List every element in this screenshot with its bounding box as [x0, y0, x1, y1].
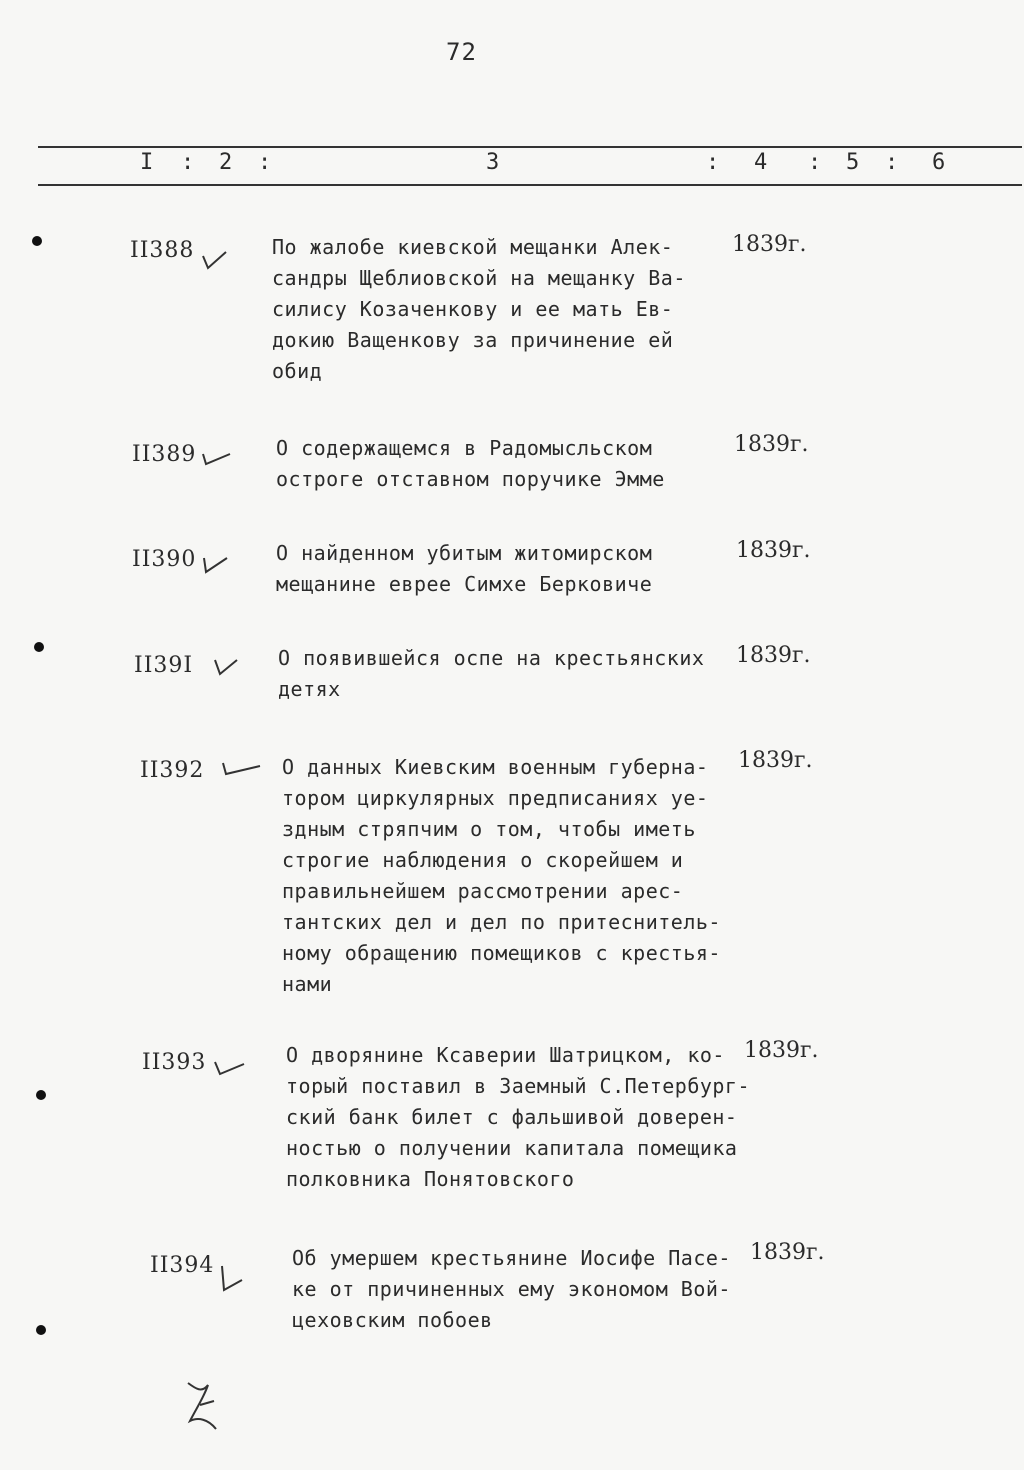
entry-year: 1839г.: [734, 432, 809, 457]
entry-year: 1839г.: [738, 748, 813, 773]
entry-description: О дворянине Ксаверии Шатрицком, ко- торый поставил в Заемный С.Петербург- ский банк билет с фальшивой доверен- ностью о получении капитала помещика полковника Понятовского: [286, 1043, 751, 1191]
page-number: 72: [446, 38, 477, 66]
entry-number: II390: [132, 547, 197, 572]
entry-description: О появившейся оспе на крестьянских детях: [278, 646, 705, 701]
table-header-top-rule: [38, 146, 1022, 148]
checkmark-icon: [200, 552, 230, 576]
entry-description: О найденном убитым житомирском мещанине еврее Симхе Берковиче: [276, 541, 653, 596]
checkmark-icon: [214, 1262, 244, 1296]
entry-number: II388: [130, 238, 195, 263]
table-header-bottom-rule: [38, 184, 1022, 186]
header-col-2: 2: [219, 150, 233, 175]
header-separator: :: [258, 150, 272, 175]
checkmark-icon: [200, 248, 230, 272]
handwritten-mark: [178, 1375, 228, 1435]
binding-hole: [36, 1090, 46, 1100]
entry-number: II39I: [134, 653, 194, 678]
header-col-4: 4: [754, 150, 768, 175]
checkmark-icon: [200, 448, 232, 468]
entry-number: II389: [132, 442, 197, 467]
entry-description: О содержащемся в Радомысльском остроге отставном поручике Эмме: [276, 436, 665, 491]
header-col-6: 6: [932, 150, 946, 175]
entry-year: 1839г.: [736, 538, 811, 563]
header-separator: :: [885, 150, 899, 175]
entry-year: 1839г.: [736, 643, 811, 668]
entry-year: 1839г.: [744, 1038, 819, 1063]
entry-number: II392: [140, 758, 205, 783]
entry-year: 1839г.: [750, 1240, 825, 1265]
binding-hole: [36, 1325, 46, 1335]
entry-description: Об умершем крестьянине Иосифе Пасе- ке от причиненных ему экономом Вой- цеховским побоев: [292, 1246, 731, 1332]
header-separator: :: [706, 150, 720, 175]
header-col-5: 5: [846, 150, 860, 175]
header-separator: :: [808, 150, 822, 175]
header-col-1: I: [140, 150, 154, 175]
entry-description: О данных Киевским военным губерна- тором циркулярных предписаниях уе- здным стряпчим о том, чтобы иметь строгие наблюдения о скорейшем и правильнейшем рассмотрении арес- тантских дел и дел по притеснитель- ному обращению помещиков с крестья- нами: [282, 755, 721, 996]
checkmark-icon: [220, 760, 262, 778]
entry-description: По жалобе киевской мещанки Алек- сандры Щеблиовской на мещанку Ва- силису Козаченкову и ее мать Ев- докию Ващенкову за причинение ей обид: [272, 235, 686, 383]
binding-hole: [32, 236, 42, 246]
binding-hole: [34, 642, 44, 652]
checkmark-icon: [212, 1058, 246, 1078]
entry-number: II393: [142, 1050, 207, 1075]
header-separator: :: [181, 150, 195, 175]
header-col-3: 3: [486, 150, 500, 175]
checkmark-icon: [212, 656, 240, 678]
entry-year: 1839г.: [732, 232, 807, 257]
entry-number: II394: [150, 1253, 215, 1278]
